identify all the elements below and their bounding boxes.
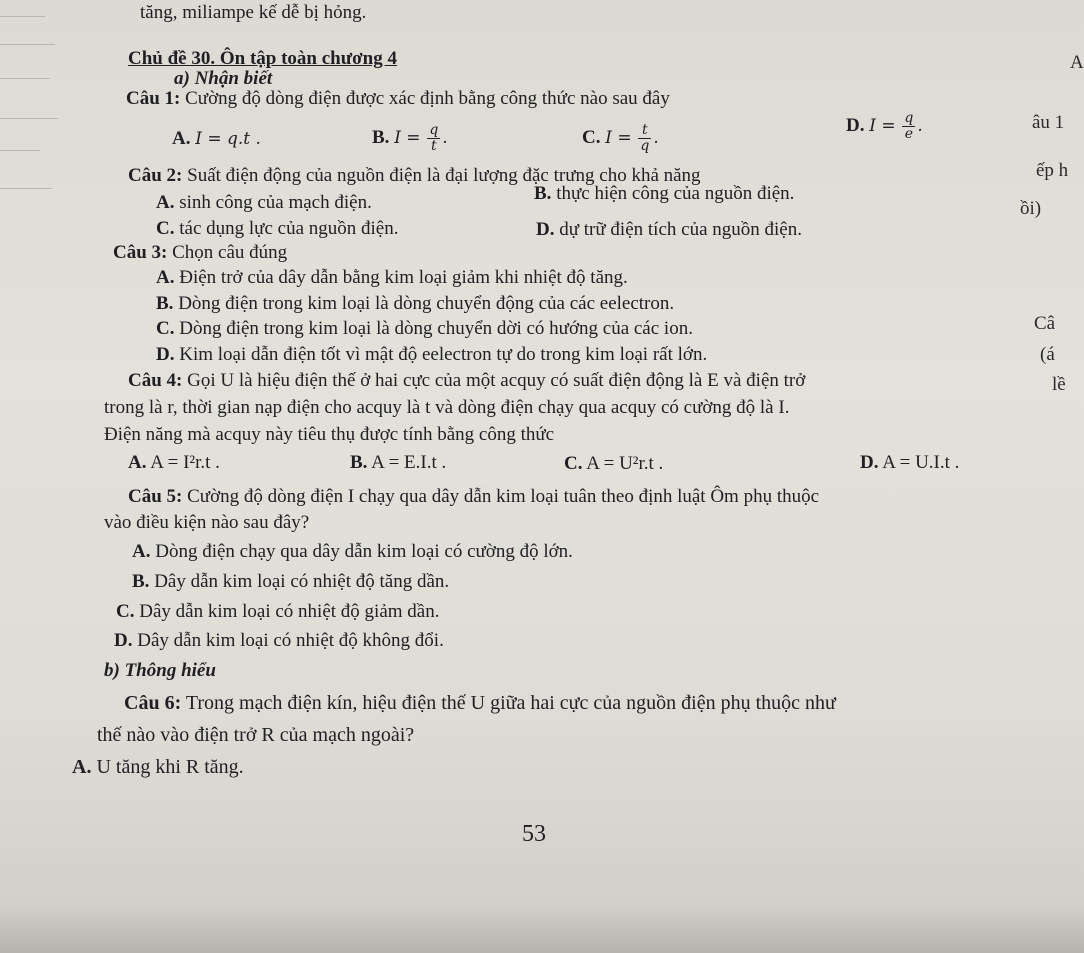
q4-d-label: D. bbox=[860, 452, 879, 473]
q3-d-label: D. bbox=[156, 344, 175, 365]
q1-c-fraction bbox=[638, 123, 651, 154]
q1-option-b bbox=[372, 120, 448, 156]
q5-d-text: Dây dẫn kim loại có nhiệt độ không đổi. bbox=[137, 630, 444, 651]
q5-a-label: A. bbox=[132, 541, 151, 562]
q6-a-text: U tăng khi R tăng. bbox=[96, 756, 244, 778]
question-4-line-3: Điện năng mà acquy này tiêu thụ được tính bằng công thức bbox=[104, 424, 555, 445]
question-1 bbox=[126, 88, 670, 110]
question-4-line-1 bbox=[128, 370, 805, 392]
q6-label: Câu 6: bbox=[124, 692, 182, 714]
q1-b-end: . bbox=[442, 128, 448, 148]
q1-a-label: A. bbox=[172, 128, 191, 149]
q1-b-num: q bbox=[429, 122, 439, 139]
edge-fragment-2: âu 1 bbox=[1032, 112, 1065, 133]
q1-d-fraction bbox=[902, 111, 915, 142]
q5-b-label: B. bbox=[132, 571, 150, 592]
q5-b-text: Dây dẫn kim loại có nhiệt độ tăng dần. bbox=[154, 571, 450, 592]
q2-a-text: sinh công của mạch điện. bbox=[179, 192, 372, 213]
q3-label: Câu 3: bbox=[113, 242, 168, 263]
q1-b-label: B. bbox=[372, 127, 390, 148]
q4-c-formula: A = U²r.t . bbox=[586, 453, 664, 474]
q1-c-label: C. bbox=[582, 127, 601, 148]
left-margin-lines bbox=[0, 0, 60, 953]
q1-b-den: t bbox=[430, 138, 437, 155]
q4-option-c bbox=[564, 453, 663, 475]
q5-a-text: Dòng điện chạy qua dây dẫn kim loại có cường độ lớn. bbox=[155, 541, 573, 562]
q2-option-b bbox=[534, 183, 794, 205]
q4-b-formula: A = E.I.t . bbox=[371, 452, 447, 473]
q5-d-label: D. bbox=[114, 630, 133, 651]
question-5-line-1 bbox=[128, 486, 819, 508]
q5-c-label: C. bbox=[116, 601, 135, 622]
q4-a-formula: A = I²r.t . bbox=[150, 452, 220, 473]
q1-b-lhs: I = bbox=[394, 128, 421, 148]
q4-b-label: B. bbox=[350, 452, 368, 473]
page-number: 53 bbox=[522, 821, 546, 847]
q4-option-b bbox=[350, 452, 446, 474]
q2-d-text: dự trữ điện tích của nguồn điện. bbox=[559, 219, 802, 240]
q2-c-label: C. bbox=[156, 218, 175, 239]
question-4-line-2: trong là r, thời gian nạp điện cho acquy là t và dòng điện chạy qua acquy có cường độ là I. bbox=[104, 397, 790, 418]
q5-option-d bbox=[114, 630, 444, 652]
question-6-line-1 bbox=[124, 692, 836, 714]
q2-b-text: thực hiện công của nguồn điện. bbox=[556, 183, 795, 204]
q4-c-label: C. bbox=[564, 453, 583, 474]
q1-c-end: . bbox=[653, 128, 659, 148]
q2-option-d bbox=[536, 219, 802, 241]
page-bottom-shadow bbox=[0, 905, 1084, 953]
q2-label: Câu 2: bbox=[128, 165, 183, 186]
q1-d-lhs: I = bbox=[869, 116, 896, 136]
q4-option-d bbox=[860, 452, 959, 474]
q2-b-label: B. bbox=[534, 183, 552, 204]
q3-c-text: Dòng điện trong kim loại là dòng chuyển dời có hướng của các ion. bbox=[179, 318, 693, 339]
q3-b-text: Dòng điện trong kim loại là dòng chuyển động của các eelectron. bbox=[178, 293, 675, 314]
q2-c-text: tác dụng lực của nguồn điện. bbox=[179, 218, 399, 239]
q3-a-label: A. bbox=[156, 267, 175, 288]
q3-text: Chọn câu đúng bbox=[172, 242, 288, 263]
chapter-title: Chủ đề 30. Ôn tập toàn chương 4 bbox=[128, 48, 397, 69]
edge-fragment-7: lề bbox=[1052, 374, 1066, 395]
edge-fragment-1: A bbox=[1070, 52, 1084, 73]
q1-d-num: q bbox=[904, 110, 914, 127]
q1-label: Câu 1: bbox=[126, 88, 181, 109]
q1-d-den: e bbox=[904, 126, 913, 143]
q3-option-a bbox=[156, 267, 628, 289]
q2-option-c bbox=[156, 218, 398, 240]
q2-a-label: A. bbox=[156, 192, 175, 213]
question-5-line-2: vào điều kiện nào sau đây? bbox=[104, 512, 310, 533]
q4-d-formula: A = U.I.t . bbox=[882, 452, 960, 473]
q5-option-b bbox=[132, 571, 449, 593]
q1-option-d bbox=[846, 108, 923, 144]
q6-option-a bbox=[72, 756, 244, 778]
q4-option-a bbox=[128, 452, 220, 474]
q5-option-c bbox=[116, 601, 439, 623]
q2-d-label: D. bbox=[536, 219, 555, 240]
q3-d-text: Kim loại dẫn điện tốt vì mật độ eelectron tự do trong kim loại rất lớn. bbox=[179, 344, 708, 365]
q1-text: Cường độ dòng điện được xác định bằng công thức nào sau đây bbox=[185, 88, 670, 109]
question-6-line-2: thế nào vào điện trở R của mạch ngoài? bbox=[97, 724, 415, 746]
q1-b-fraction bbox=[427, 123, 440, 154]
q1-option-a bbox=[172, 128, 261, 150]
q1-c-den: q bbox=[640, 138, 650, 155]
q1-d-end: . bbox=[917, 116, 923, 136]
q1-a-formula: I = q.t . bbox=[195, 129, 261, 149]
q3-a-text: Điện trở của dây dẫn bằng kim loại giảm khi nhiệt độ tăng. bbox=[179, 267, 628, 288]
q3-c-label: C. bbox=[156, 318, 175, 339]
q2-option-a bbox=[156, 192, 372, 214]
question-3 bbox=[113, 242, 287, 264]
q3-b-label: B. bbox=[156, 293, 174, 314]
q3-option-c bbox=[156, 318, 693, 340]
edge-fragment-5: Câ bbox=[1034, 313, 1056, 334]
q1-d-label: D. bbox=[846, 115, 865, 136]
edge-fragment-6: (á bbox=[1040, 344, 1055, 365]
q5-option-a bbox=[132, 541, 573, 563]
edge-fragment-3: ếp h bbox=[1036, 160, 1069, 181]
q4-a-label: A. bbox=[128, 452, 147, 473]
q2-text: Suất điện động của nguồn điện là đại lượng đặc trưng cho khả năng bbox=[187, 165, 701, 186]
q5-c-text: Dây dẫn kim loại có nhiệt độ giảm dần. bbox=[139, 601, 440, 622]
q5-label: Câu 5: bbox=[128, 486, 183, 507]
q1-option-c bbox=[582, 120, 659, 156]
q4-label: Câu 4: bbox=[128, 370, 183, 391]
section-a-heading: a) Nhận biết bbox=[174, 68, 273, 89]
q3-option-b bbox=[156, 293, 674, 315]
section-b-heading: b) Thông hiểu bbox=[104, 660, 216, 681]
q5-text-1: Cường độ dòng điện I chạy qua dây dẫn kim loại tuân theo định luật Ôm phụ thuộc bbox=[187, 486, 820, 507]
q6-a-label: A. bbox=[72, 756, 92, 778]
top-line: tăng, miliampe kế dễ bị hỏng. bbox=[140, 2, 367, 23]
q4-text-1: Gọi U là hiệu điện thế ở hai cực của một acquy có suất điện động là E và điện trở bbox=[187, 370, 806, 391]
edge-fragment-4: ồi) bbox=[1020, 198, 1042, 219]
q1-c-lhs: I = bbox=[605, 128, 632, 148]
q1-c-num: t bbox=[638, 123, 651, 139]
q6-text-1: Trong mạch điện kín, hiệu điện thế U giữa hai cực của nguồn điện phụ thuộc như bbox=[185, 692, 836, 714]
q3-option-d bbox=[156, 344, 707, 366]
